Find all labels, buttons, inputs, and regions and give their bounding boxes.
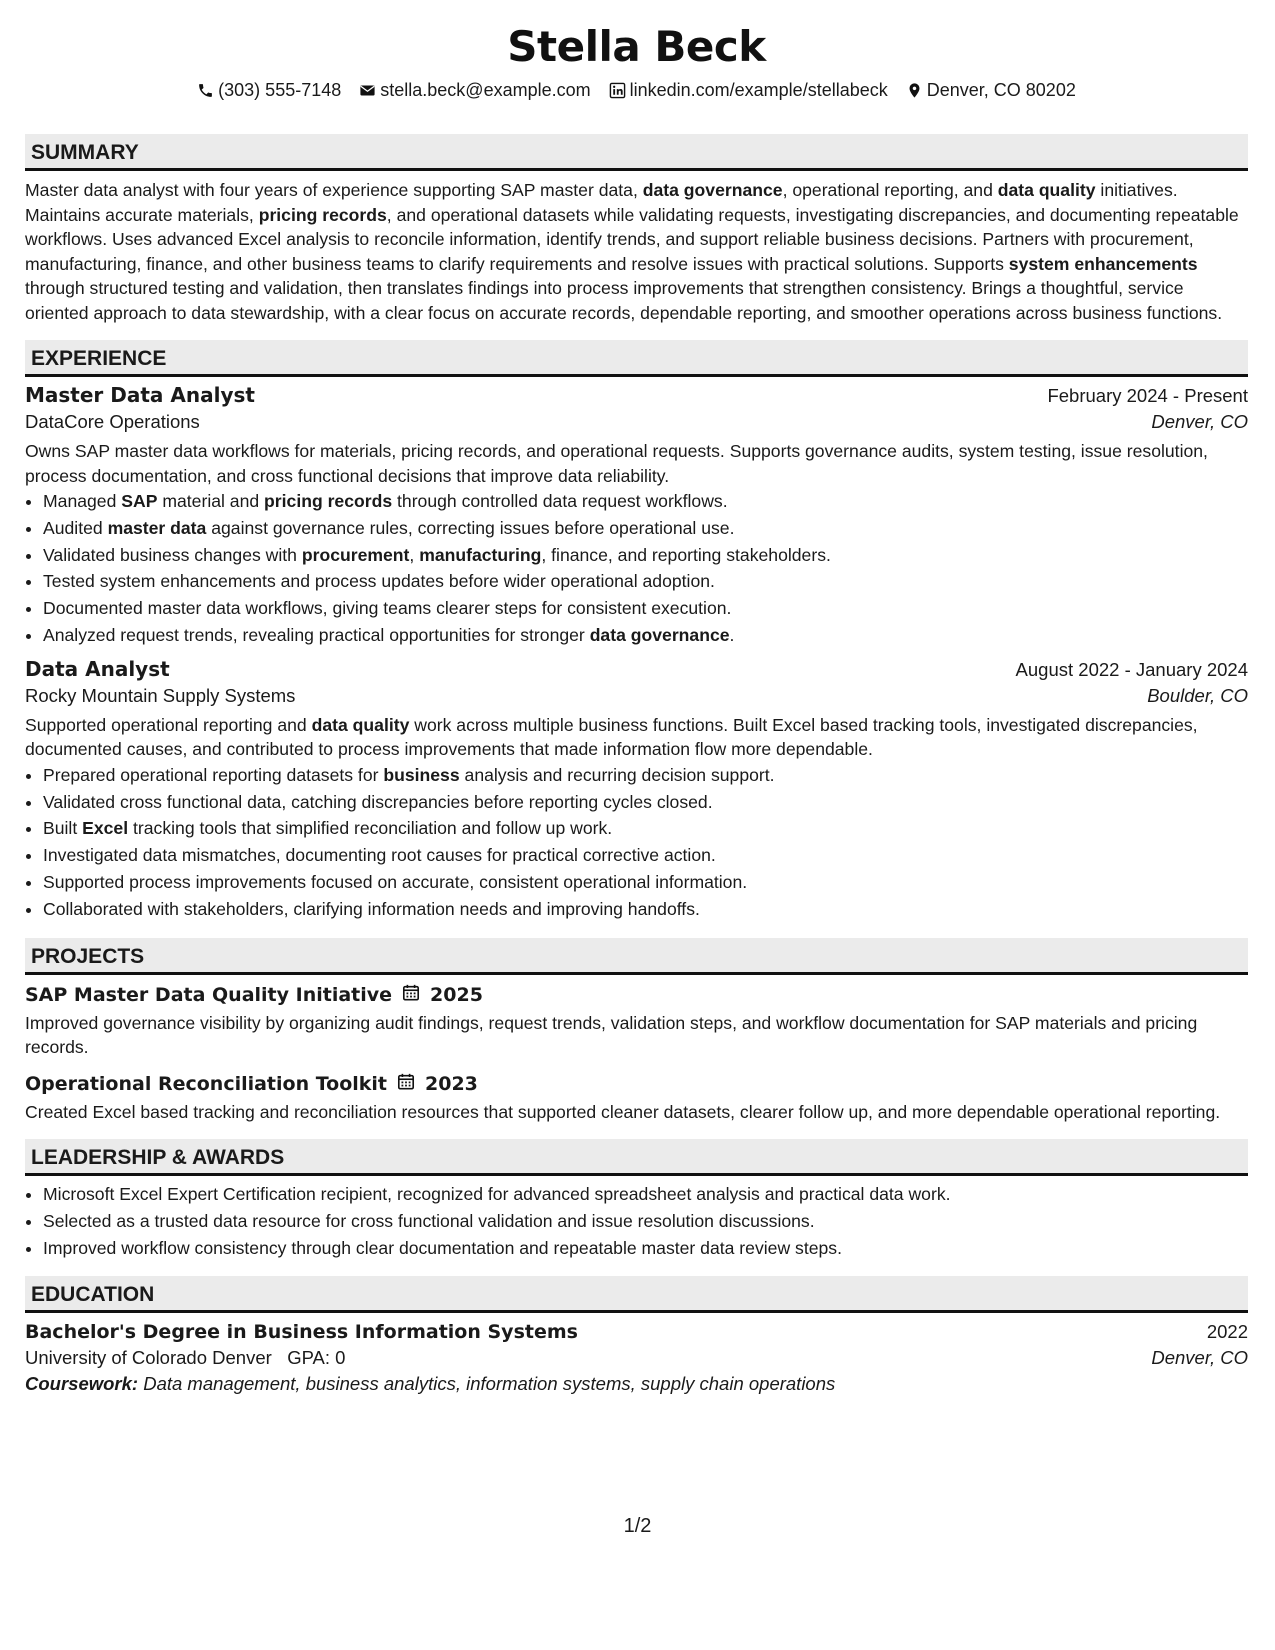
- map-pin-icon: [906, 82, 923, 99]
- degree-row: [25, 1321, 1248, 1343]
- school-row: [25, 1347, 1248, 1369]
- job-title: Master Data Analyst: [25, 383, 255, 407]
- email-text: stella.beck@example.com: [380, 79, 591, 100]
- list-item: • Tested system enhancements and process updates before wider operational adoption.: [43, 568, 1248, 595]
- job-title-row: [25, 657, 1248, 681]
- gpa: GPA: 0: [287, 1347, 346, 1369]
- linkedin-text: linkedin.com/example/stellabeck: [629, 79, 888, 100]
- coursework-line: [25, 1373, 1248, 1395]
- job-title: Data Analyst: [25, 656, 170, 681]
- phone-text: (303) 555-7148: [218, 79, 342, 100]
- project-name: Operational Reconciliation Toolkit: [25, 1072, 388, 1095]
- list-item: • Prepared operational reporting datasets for business analysis and recurring decision support.: [43, 762, 1248, 789]
- resume-page: [25, 0, 1248, 1395]
- list-item: • Built Excel tracking tools that simplified reconciliation and follow up work.: [43, 815, 1248, 842]
- contact-location: [906, 80, 1076, 101]
- list-item: • Microsoft Excel Expert Certification recipient, recognized for advanced spreadsheet analysis and practical data work.: [43, 1181, 1248, 1208]
- job-company: Rocky Mountain Supply Systems: [25, 684, 296, 706]
- list-item: • Documented master data workflows, giving teams clearer steps for consistent execution.: [43, 595, 1248, 622]
- job-entry: [25, 383, 1248, 649]
- envelope-icon: [359, 82, 376, 99]
- leadership-bullets: [25, 1181, 1248, 1261]
- project-description: Improved governance visibility by organizing audit findings, request trends, validation steps, and workflow documentation for SAP materials and pricing records.: [25, 1012, 1198, 1058]
- list-item: • Analyzed request trends, revealing practical opportunities for stronger data governance.: [43, 622, 1248, 649]
- education-entry: [25, 1321, 1248, 1395]
- school-line: [25, 1347, 345, 1369]
- school-name: University of Colorado Denver: [25, 1347, 272, 1369]
- coursework-label: Coursework:: [25, 1373, 139, 1395]
- section-header-summary: SUMMARY: [25, 134, 1248, 171]
- job-title-row: [25, 383, 1248, 407]
- job-dates: August 2022 - January 2024: [1015, 658, 1248, 680]
- list-item: • Supported process improvements focused on accurate, consistent operational information.: [43, 869, 1248, 896]
- job-location: Boulder, CO: [1147, 684, 1248, 706]
- summary-text: Master data analyst with four years of experience supporting SAP master data, data governance, operational reporting, and data quality initiatives. Maintains accurate materials, pricing records, and operational datasets while validating requests, investigating discrepancies, and documenting repeatable workflows. Uses advanced Excel analysis to reconcile information, identify trends, and support reliable business decisions. Partners with procurement, manufacturing, finance, and other business teams to clarify requirements and resolve issues with practical solutions. Supports system enhancements through structured testing and validation, then translates findings into process improvements that strengthen consistency. Brings a thoughtful, service oriented approach to data stewardship, with a clear focus on accurate records, dependable reporting, and smoother operations across business functions.: [25, 180, 1239, 323]
- job-bullets: [25, 762, 1248, 923]
- project-description: Created Excel based tracking and reconciliation resources that supported cleaner datasets, clearer follow up, and more dependable operational reporting.: [25, 1101, 1221, 1122]
- linkedin-icon: [609, 82, 626, 99]
- job-location: Denver, CO: [1151, 411, 1248, 432]
- candidate-name: Stella Beck: [507, 22, 766, 71]
- list-item: • Collaborated with stakeholders, clarifying information needs and improving handoffs.: [43, 896, 1248, 923]
- calendar-icon: [397, 1072, 415, 1096]
- contact-line: [25, 76, 1248, 104]
- phone-icon: [197, 82, 214, 99]
- job-description: Owns SAP master data workflows for materials, pricing records, and operational requests. Supports governance audits, system testing, issue resolution, process documentation, and cross functional decisions that improve data reliability.: [25, 441, 1208, 486]
- list-item: • Selected as a trusted data resource for cross functional validation and issue resolution discussions.: [43, 1208, 1248, 1235]
- job-entry: [25, 657, 1248, 923]
- location-text: Denver, CO 80202: [926, 79, 1076, 100]
- degree-title: Bachelor's Degree in Business Information Systems: [25, 1321, 578, 1344]
- list-item: • Improved workflow consistency through clear documentation and repeatable master data review steps.: [43, 1235, 1248, 1262]
- section-header-leadership: LEADERSHIP & AWARDS: [25, 1139, 1248, 1176]
- section-header-experience: EXPERIENCE: [25, 340, 1248, 377]
- project-year: 2023: [425, 1072, 478, 1095]
- contact-phone: [197, 80, 341, 101]
- school-location: Denver, CO: [1151, 1347, 1248, 1369]
- project-year: 2025: [430, 983, 483, 1006]
- calendar-icon: [402, 983, 420, 1007]
- contact-linkedin[interactable]: [609, 80, 888, 101]
- list-item: • Validated business changes with procurement, manufacturing, finance, and reporting stakeholders.: [43, 542, 1248, 569]
- coursework-text: Data management, business analytics, information systems, supply chain operations: [143, 1373, 836, 1395]
- list-item: • Validated cross functional data, catching discrepancies before reporting cycles closed.: [43, 789, 1248, 816]
- contact-email[interactable]: [359, 80, 590, 101]
- project-title-row: [25, 1072, 1248, 1096]
- list-item: • Managed SAP material and pricing records through controlled data request workflows.: [43, 488, 1248, 515]
- section-header-education: EDUCATION: [25, 1276, 1248, 1313]
- job-description: Supported operational reporting and data quality work across multiple business functions. Built Excel based tracking tools, investigated discrepancies, documented causes, and contributed to process improvements that made information flow more dependable.: [25, 714, 1198, 760]
- list-item: • Audited master data against governance rules, correcting issues before operational use.: [43, 515, 1248, 542]
- graduation-year: 2022: [1206, 1321, 1248, 1343]
- job-company: DataCore Operations: [25, 411, 200, 432]
- job-bullets: [25, 488, 1248, 649]
- job-company-row: [25, 411, 1248, 433]
- job-company-row: [25, 685, 1248, 707]
- project-entry: [25, 983, 1248, 1060]
- section-header-projects: PROJECTS: [25, 938, 1248, 975]
- list-item: • Investigated data mismatches, documenting root causes for practical corrective action.: [43, 842, 1248, 869]
- job-dates: February 2024 - Present: [1047, 385, 1248, 406]
- page-number: 1/2: [623, 1515, 652, 1537]
- project-entry: [25, 1072, 1248, 1125]
- project-name: SAP Master Data Quality Initiative: [25, 983, 393, 1006]
- project-title-row: [25, 983, 1248, 1007]
